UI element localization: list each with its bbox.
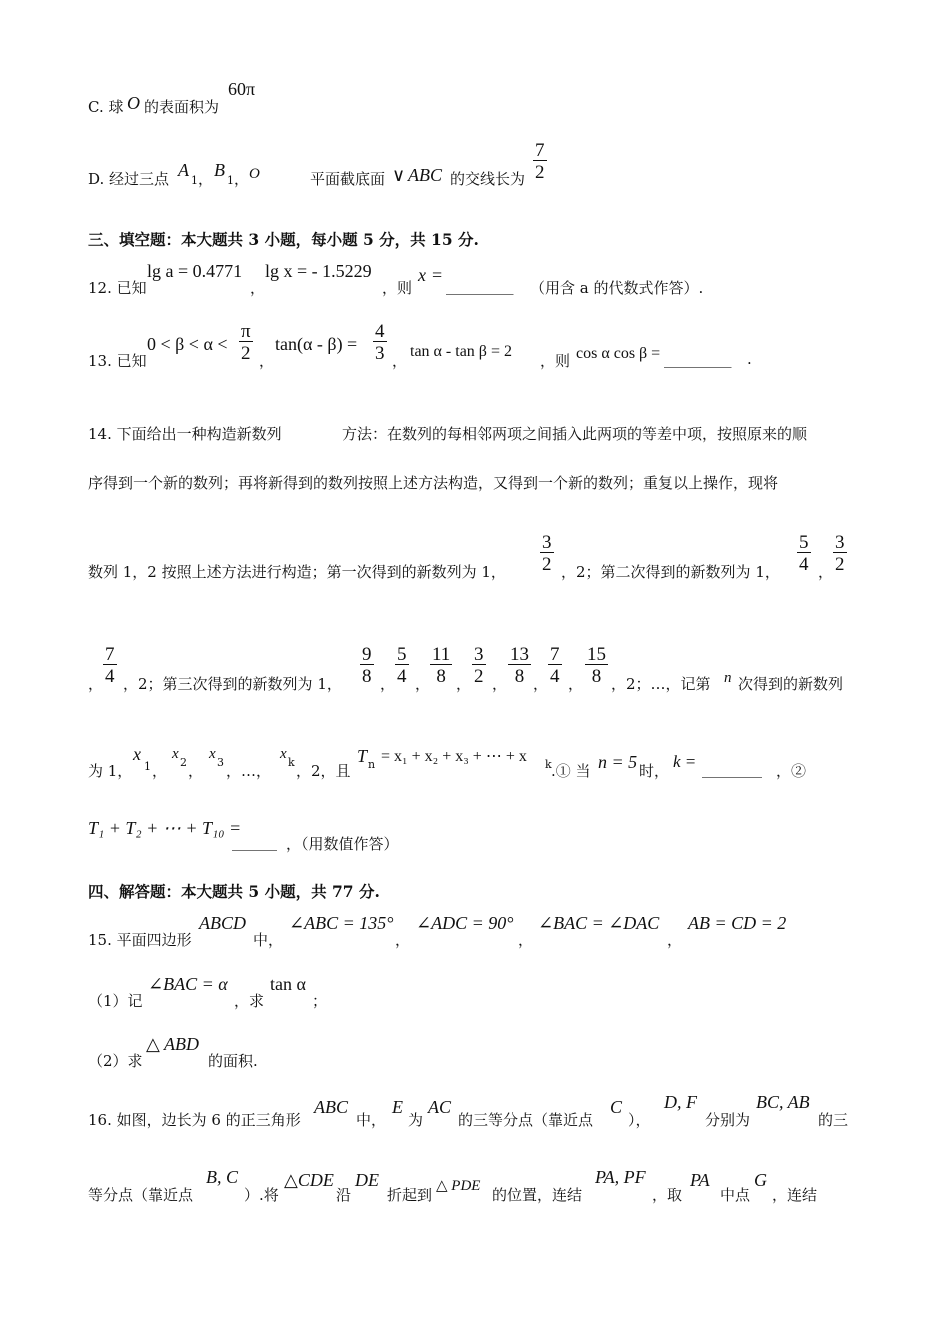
- frac-den: 4: [397, 666, 407, 687]
- q16-l2-b: ）.将: [244, 1186, 279, 1204]
- q14-line4-b: ，2；…，记第: [611, 675, 711, 693]
- subscript: 1: [144, 760, 151, 773]
- frac-den: 8: [436, 666, 446, 687]
- q14-line4-a: ，2；第三次得到的新数列为 1，: [123, 675, 342, 693]
- q15-sides: AB = CD = 2: [688, 913, 787, 933]
- x-var: x: [133, 744, 141, 764]
- q12-expr1: lg a = 0.4771: [147, 261, 243, 281]
- frac-den: 2: [542, 554, 552, 575]
- period: .: [747, 350, 752, 368]
- semicolon: ；: [312, 992, 328, 1010]
- frac-num: 11: [432, 644, 451, 665]
- q16-triangle-cde: △CDE: [284, 1170, 334, 1190]
- sep: ，: [492, 675, 508, 693]
- subscript: 3: [217, 756, 224, 769]
- q14-sum-expr: = x₁ + x₂ + x₃ + ⋯ + x: [381, 748, 527, 765]
- sep: ，: [392, 352, 408, 370]
- fraction: [360, 645, 374, 686]
- subscript: k: [288, 756, 295, 769]
- fraction-seven-halves: [533, 141, 547, 182]
- fraction: [395, 645, 409, 686]
- q14-line5-f: ，②: [776, 762, 807, 780]
- q14-line3-b: ，2；第二次得到的新数列为 1，: [561, 563, 780, 581]
- fraction-pi-half: [239, 322, 253, 363]
- q14-n-eq: n = 5: [598, 752, 638, 772]
- fraction: [540, 533, 554, 574]
- q16-l2-f: ，取: [652, 1186, 683, 1204]
- subscript: 2: [180, 756, 187, 769]
- sep: ，: [152, 762, 168, 780]
- point-b1: B: [214, 160, 225, 180]
- q12-answer-blank: _________: [446, 277, 514, 295]
- fraction: [833, 533, 847, 574]
- frac-den: 8: [514, 666, 525, 687]
- q16-t5: 分别为: [705, 1111, 751, 1129]
- q16-bc: B, C: [206, 1167, 239, 1187]
- frac-den: 2: [241, 343, 251, 364]
- option-d-text1: 平面截底面: [310, 170, 386, 188]
- fraction: [508, 645, 531, 686]
- frac-den: 4: [105, 666, 115, 687]
- q16-l2-g: 中点: [720, 1186, 751, 1204]
- frac-den: 8: [362, 666, 372, 687]
- sep: ，: [234, 170, 250, 188]
- q13-inequality: 0 < β < α <: [147, 334, 228, 354]
- subscript: n: [368, 758, 376, 771]
- q16-l2-a: 等分点（靠近点: [88, 1186, 194, 1204]
- frac-num: π: [241, 321, 251, 342]
- q15-part1-prefix: （1）记: [88, 992, 143, 1010]
- sep: ，: [250, 279, 266, 297]
- sep: ，: [415, 675, 431, 693]
- frac-num: 7: [535, 140, 545, 161]
- q15-part2-text: 的面积.: [208, 1052, 258, 1070]
- fraction: [103, 645, 117, 686]
- q16-point-e: E: [392, 1097, 403, 1117]
- q15-quad: ABCD: [199, 913, 246, 933]
- q16-de: DE: [355, 1170, 379, 1190]
- x-var: x: [280, 746, 287, 762]
- q13-cos-expr: cos α cos β =: [576, 345, 661, 362]
- q14-line5-e: 时，: [639, 762, 670, 780]
- point-o: O: [249, 166, 260, 182]
- frac-num: 4: [375, 321, 385, 342]
- q13-tan-expr: tan(α - β) =: [275, 334, 358, 354]
- frac-num: 7: [105, 644, 115, 665]
- frac-num: 3: [542, 532, 552, 553]
- surface-area-value: 60π: [228, 79, 256, 99]
- q16-triangle-pde: △ PDE: [436, 1178, 481, 1194]
- q15-angle-equal: ∠BAC = ∠DAC: [538, 913, 660, 933]
- q15-part2-triangle: △ ABD: [146, 1034, 200, 1054]
- q15-part2-prefix: （2）求: [88, 1052, 143, 1070]
- q14-line4-c: 次得到的新数列: [738, 675, 844, 693]
- q12-prefix: 12. 已知: [88, 279, 147, 297]
- option-c-prefix: C. 球: [88, 98, 124, 116]
- sphere-label: O: [127, 93, 140, 113]
- q14-t-sum-expr: T₁ + T₂ + ⋯ + T₁₀ =: [88, 818, 242, 838]
- q13-tan-diff: tan α - tan β = 2: [410, 343, 512, 360]
- q15-part1-text: ，求: [234, 992, 265, 1010]
- q12-expr2: lg x = - 1.5229: [265, 261, 372, 281]
- q12-var: x: [418, 265, 426, 285]
- frac-num: 5: [397, 644, 407, 665]
- q15-angle-abc: ∠ABC = 135°: [289, 913, 394, 933]
- section-4-heading: 四、解答题：本大题共 5 小题，共 77 分.: [88, 882, 380, 901]
- q16-point-g: G: [754, 1170, 767, 1190]
- x-var: x: [172, 746, 179, 762]
- frac-den: 4: [550, 666, 560, 687]
- q14-answer-blank-2: ______: [232, 833, 277, 851]
- sep: ，: [380, 675, 396, 693]
- frac-num: 13: [510, 644, 529, 665]
- q15-prefix: 15. 平面四边形: [88, 931, 192, 949]
- q16-prefix: 16. 如图，边长为 6 的正三角形: [88, 1111, 301, 1129]
- q16-t3: 的三等分点（靠近点: [458, 1111, 594, 1129]
- q15-angle-adc: ∠ADC = 90°: [416, 913, 514, 933]
- q12-eq: =: [432, 265, 443, 285]
- section-3-heading: 三、填空题：本大题共 3 小题，每小题 5 分，共 15 分.: [88, 230, 479, 249]
- q16-df: D, F: [664, 1092, 697, 1112]
- q14-line2: 序得到一个新的数列；再将新得到的数列按照上述方法构造，又得到一个新的数列；重复以上操作，现将: [88, 474, 779, 492]
- sep: ，: [395, 931, 411, 949]
- frac-den: 8: [591, 666, 602, 687]
- q15-part1-expr: ∠BAC = α: [148, 974, 228, 994]
- frac-den: 3: [375, 343, 385, 364]
- sep: ，: [88, 675, 104, 693]
- sep: ，: [818, 563, 834, 581]
- sep: ，: [667, 931, 683, 949]
- triangle-symbol: ∨: [392, 165, 406, 185]
- q16-t2: 为: [408, 1111, 424, 1129]
- q14-line5-b: ，…，: [226, 762, 272, 780]
- t-var: T: [357, 746, 368, 766]
- q14-k-eq: k =: [673, 752, 697, 771]
- q14-line5-a: 为 1，: [88, 762, 133, 780]
- frac-den: 2: [835, 554, 845, 575]
- q15-text1: 中，: [253, 931, 284, 949]
- option-d-text2: 的交线长为: [450, 170, 526, 188]
- q14-line6-suffix: ，（用数值作答）: [286, 835, 399, 853]
- q13-text: ，则: [540, 352, 571, 370]
- q14-line1-a: 14. 下面给出一种构造新数列: [88, 425, 282, 443]
- sep: ，: [259, 352, 275, 370]
- frac-num: 5: [799, 532, 809, 553]
- q14-line5-d: .① 当: [551, 762, 591, 780]
- option-d-prefix: D. 经过三点: [88, 170, 170, 188]
- frac-den: 4: [799, 554, 809, 575]
- sep: ，: [518, 931, 534, 949]
- q16-t1: 中，: [356, 1111, 387, 1129]
- q14-n-var: n: [724, 670, 732, 686]
- q13-prefix: 13. 已知: [88, 352, 147, 370]
- triangle-abc: ABC: [408, 165, 442, 185]
- subscript: k: [545, 758, 552, 771]
- q16-pa: PA: [690, 1170, 710, 1190]
- sep: ，: [198, 170, 214, 188]
- q16-ac: AC: [428, 1097, 452, 1117]
- q16-point-c: C: [610, 1097, 623, 1117]
- fraction: [472, 645, 486, 686]
- frac-num: 3: [474, 644, 484, 665]
- point-a1-sub: 1: [191, 174, 198, 187]
- fraction: [585, 645, 608, 686]
- frac-num: 3: [835, 532, 845, 553]
- point-b1-sub: 1: [227, 174, 234, 187]
- option-c-text: 的表面积为: [144, 98, 220, 116]
- q16-l2-c: 沿: [336, 1186, 352, 1204]
- fraction: [797, 533, 811, 574]
- frac-num: 15: [587, 644, 606, 665]
- q14-line5-c: ，2，且: [296, 762, 351, 780]
- sep: ，: [533, 675, 549, 693]
- q13-answer-blank: _________: [664, 350, 732, 368]
- q12-suffix: （用含 a 的代数式作答）.: [530, 279, 704, 297]
- sep: ，: [568, 675, 584, 693]
- q12-text: ，则: [382, 279, 413, 297]
- q16-t4: ），: [628, 1111, 651, 1129]
- frac-num: 9: [362, 644, 372, 665]
- q14-line1-b: 方法：在数列的每相邻两项之间插入此两项的等差中项，按照原来的顺: [342, 425, 808, 443]
- q16-triangle: ABC: [314, 1097, 348, 1117]
- q16-pa-pf: PA, PF: [595, 1167, 646, 1187]
- frac-den: 2: [535, 162, 545, 183]
- q16-l2-h: ，连结: [772, 1186, 818, 1204]
- fraction-four-thirds: [373, 322, 387, 363]
- x-var: x: [209, 746, 216, 762]
- q14-answer-blank-1: ________: [702, 760, 762, 778]
- q16-t6: 的三: [818, 1111, 849, 1129]
- fraction: [548, 645, 562, 686]
- frac-den: 2: [474, 666, 484, 687]
- sep: ，: [456, 675, 472, 693]
- fraction: [430, 645, 452, 686]
- q16-bc-ab: BC, AB: [756, 1092, 810, 1112]
- frac-num: 7: [550, 644, 560, 665]
- q16-l2-d: 折起到: [387, 1186, 433, 1204]
- q14-line3-a: 数列 1，2 按照上述方法进行构造；第一次得到的新数列为 1，: [88, 563, 506, 581]
- sep: ，: [188, 762, 204, 780]
- q15-part1-tan: tan α: [270, 974, 306, 994]
- q16-l2-e: 的位置，连结: [492, 1186, 583, 1204]
- point-a1: A: [178, 160, 189, 180]
